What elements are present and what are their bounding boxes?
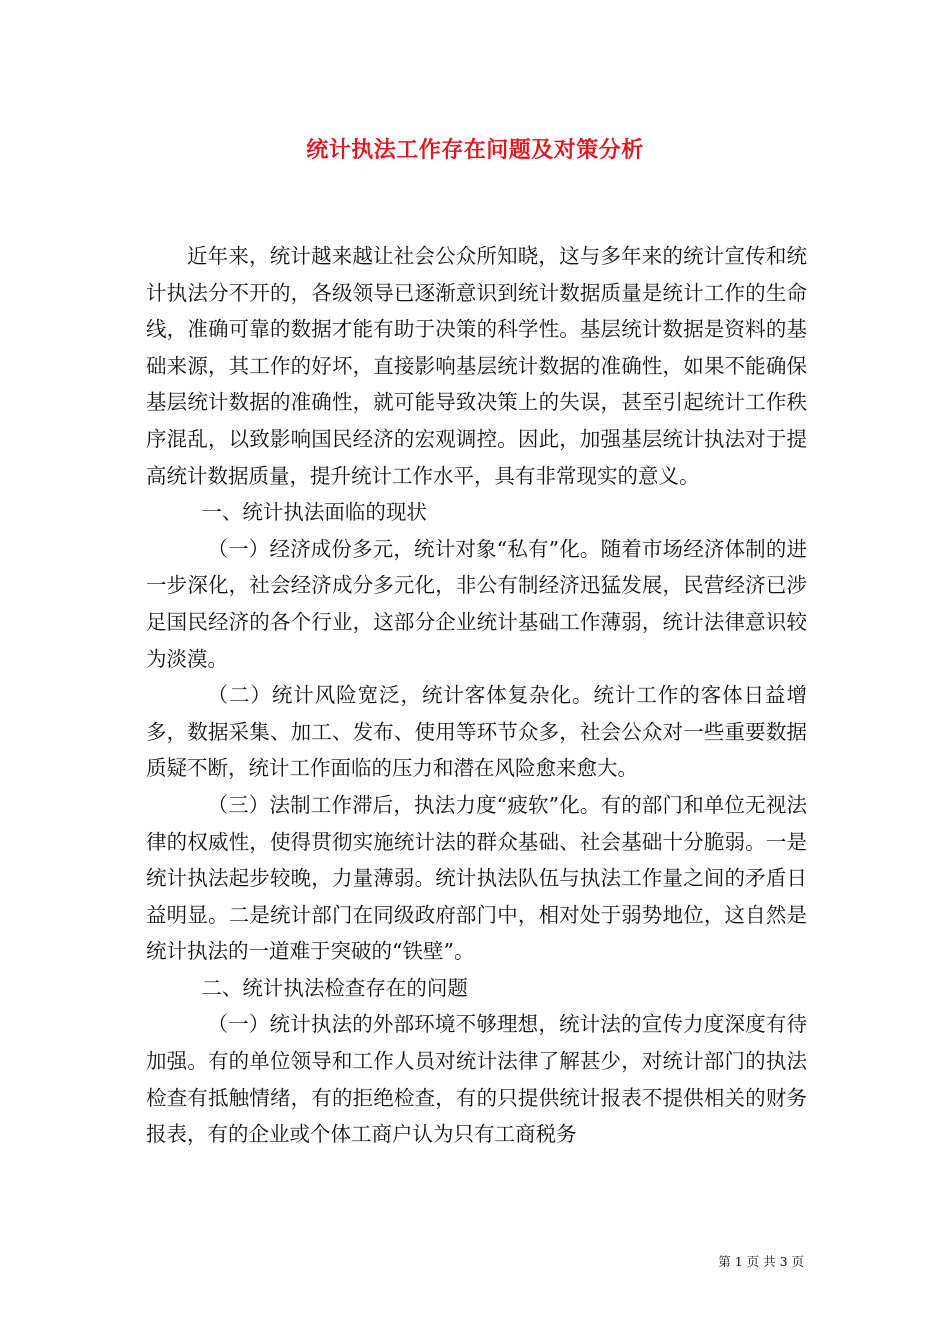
page-number-footer: 第 1 页 共 3 页 [718, 1254, 804, 1269]
paragraph-2-1: （一）统计执法的外部环境不够理想，统计法的宣传力度深度有待加强。有的单位领导和工作人员对统计法律了解甚少，对统计部门的执法检查有抵触情绪，有的拒绝检查，有的只提供统计报表不提供相关的财务报表，有的企业或个体工商户认为只有工商税务 [146, 1012, 807, 1147]
section-heading-2: 二、统计执法检查存在的问题 [201, 975, 468, 1000]
paragraph-1-3: （三）法制工作滞后，执法力度“疲软”化。有的部门和单位无视法律的权威性，使得贯彻实施统计法的群众基础、社会基础十分脆弱。一是统计执法起步较晚，力量薄弱。统计执法队伍与执法工作量之间的矛盾日益明显。二是统计部门在同级政府部门中，相对处于弱势地位，这自然是统计执法的一道难于突破的“铁壁”。 [146, 792, 807, 964]
document-body [146, 238, 807, 1153]
document-title: 统计执法工作存在问题及对策分析 [306, 137, 644, 163]
paragraph-1-2: （二）统计风险宽泛，统计客体复杂化。统计工作的客体日益增多，数据采集、加工、发布、使用等环节众多，社会公众对一些重要数据质疑不断，统计工作面临的压力和潜在风险愈来愈大。 [146, 683, 807, 781]
paragraph-1-1: （一）经济成份多元，统计对象“私有”化。随着市场经济体制的进一步深化，社会经济成分多元化，非公有制经济迅猛发展，民营经济已涉足国民经济的各个行业，这部分企业统计基础工作薄弱，统计法律意识较为淡漠。 [146, 536, 807, 671]
section-heading-1: 一、统计执法面临的现状 [201, 500, 427, 525]
intro-paragraph: 近年来，统计越来越让社会公众所知晓，这与多年来的统计宣传和统计执法分不开的，各级领导已逐渐意识到统计数据质量是统计工作的生命线，准确可靠的数据才能有助于决策的科学性。基层统计数据是资料的基础来源，其工作的好坏，直接影响基层统计数据的准确性，如果不能确保基层统计数据的准确性，就可能导致决策上的失误，甚至引起统计工作秩序混乱，以致影响国民经济的宏观调控。因此，加强基层统计执法对于提高统计数据质量，提升统计工作水平，具有非常现实的意义。 [146, 244, 807, 488]
